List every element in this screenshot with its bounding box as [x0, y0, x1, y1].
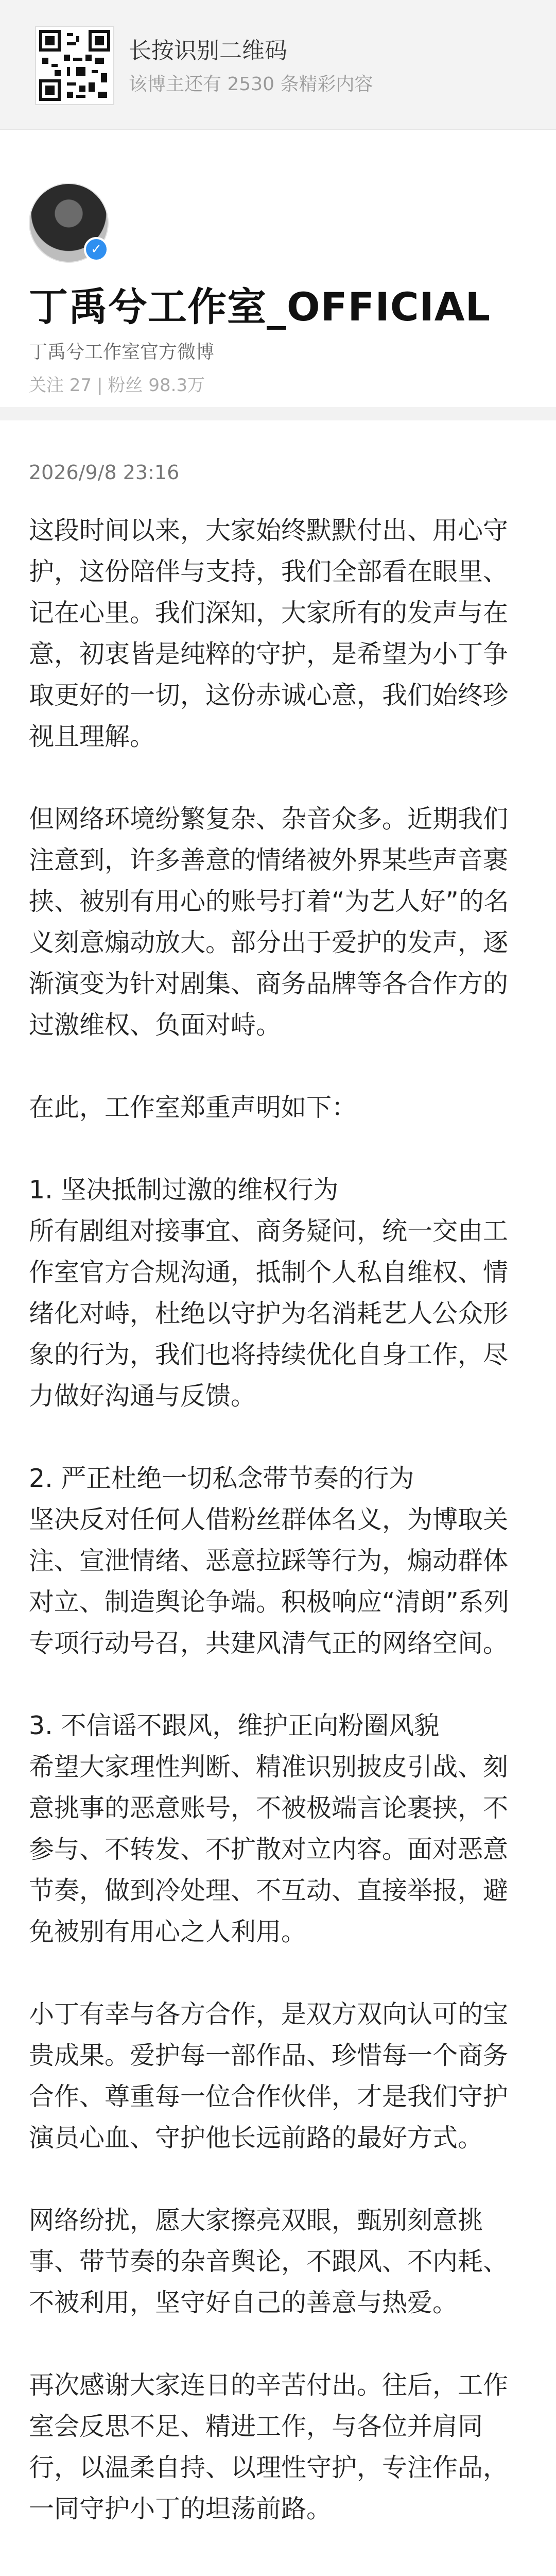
post-paragraph: 再次感谢大家连日的辛苦付出。往后，工作室会反思不足、精进工作，与各位并肩同行，以温柔自持、以理性守护，专注作品，一同守护小丁的坦荡前路。	[29, 2370, 509, 2523]
qr-code-icon	[36, 27, 113, 104]
post-section-heading: 3. 不信谣不跟风，维护正向粉圈风貌	[29, 1711, 440, 1740]
top-qr-banner	[0, 0, 556, 130]
post-paragraph: 小丁有幸与各方合作，是双方双向认可的宝贵成果。爱护每一部作品、珍惜每一个商务合作、尊重每一位合作伙伴，才是我们守护演员心血、守护他长远前路的最好方式。	[29, 1999, 509, 2153]
post-paragraph: 在此，工作室郑重声明如下：	[29, 1093, 357, 1122]
stats-separator: |	[97, 375, 103, 396]
verified-badge-icon: ✓	[84, 237, 109, 262]
banner-subtitle: 该博主还有 2530 条精彩内容	[129, 74, 373, 95]
profile-name[interactable]: 丁禹兮工作室_OFFICIAL	[29, 284, 491, 330]
qr-code-small[interactable]	[35, 26, 114, 105]
follow-count[interactable]: 关注 27	[29, 375, 92, 396]
post-paragraph: 坚决反对任何人借粉丝群体名义，为博取关注、宣泄情绪、恶意拉踩等行为，煽动群体对立、制造舆论争端。积极响应“清朗”系列专项行动号召，共建风清气正的网络空间。	[29, 1505, 509, 1658]
profile-description: 丁禹兮工作室官方微博	[29, 342, 215, 363]
post-paragraph: 但网络环境纷繁复杂、杂音众多。近期我们注意到，许多善意的情绪被外界某些声音裹挟、被别有用心的账号打着“为艺人好”的名义刻意煽动放大。部分出于爱护的发声，逐渐演变为针对剧集、商务品牌等各合作方的过激维权、负面对峙。	[29, 804, 509, 1040]
section-divider	[0, 407, 556, 420]
post-section-heading: 2. 严正杜绝一切私念带节奏的行为	[29, 1464, 414, 1493]
post-paragraph: 这段时间以来，大家始终默默付出、用心守护，这份陪伴与支持，我们全部看在眼里、记在心里。我们深知，大家所有的发声与在意，初衷皆是纯粹的守护，是希望为小丁争取更好的一切，这份赤诚心意，我们始终珍视且理解。	[29, 516, 509, 751]
post-body	[29, 510, 528, 2571]
post-timestamp: 2026/9/8 23:16	[29, 461, 180, 484]
post-section-heading: 1. 坚决抵制过激的维权行为	[29, 1175, 339, 1205]
avatar-container[interactable]	[29, 183, 109, 263]
post-paragraph: 所有剧组对接事宜、商务疑问，统一交由工作室官方合规沟通，抵制个人私自维权、情绪化对峙，杜绝以守护为名消耗艺人公众形象的行为，我们也将持续优化自身工作，尽力做好沟通与反馈。	[29, 1216, 509, 1411]
fans-count[interactable]: 粉丝 98.3万	[108, 375, 205, 396]
profile-stats	[29, 371, 205, 396]
banner-title: 长按识别二维码	[129, 38, 287, 64]
post-paragraph: 希望大家理性判断、精准识别披皮引战、刻意挑事的恶意账号，不被极端言论裹挟，不参与、不转发、不扩散对立内容。面对恶意节奏，做到冷处理、不互动、直接举报，避免被别有用心之人利用。	[29, 1752, 509, 1946]
post-paragraph: 网络纷扰，愿大家擦亮双眼，甄别刻意挑事、带节奏的杂音舆论，不跟风、不内耗、不被利用，坚守好自己的善意与热爱。	[29, 2206, 509, 2317]
